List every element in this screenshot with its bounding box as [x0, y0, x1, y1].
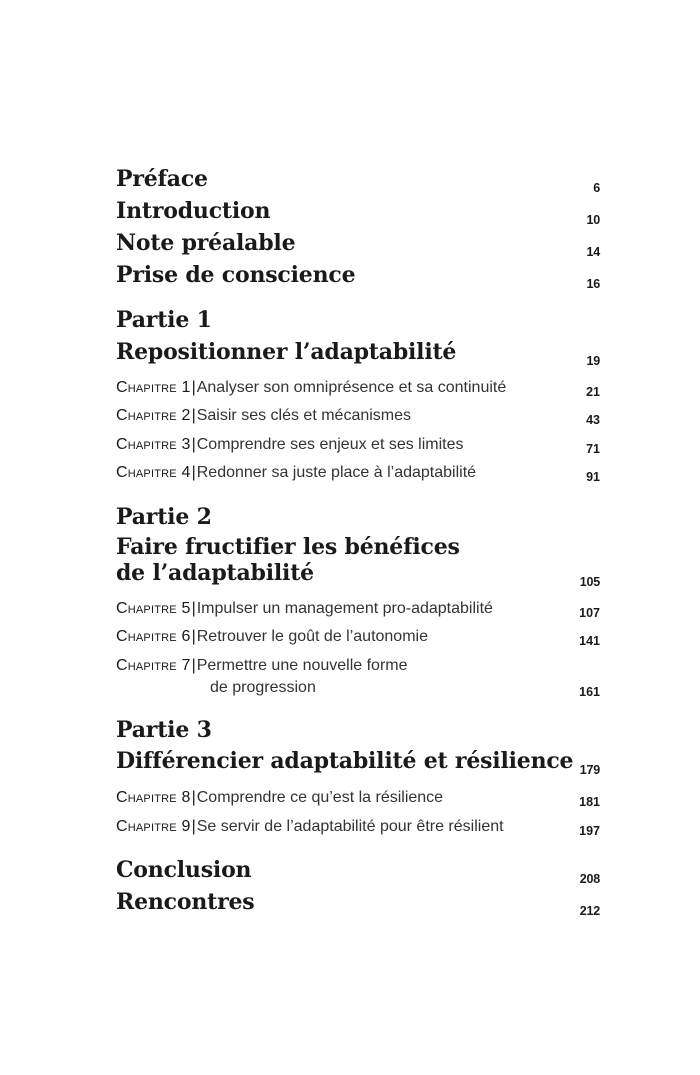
chapter-title: de progression — [210, 679, 316, 696]
toc-entry-preface[interactable] — [116, 166, 600, 195]
toc-entry-part-1[interactable] — [116, 339, 600, 368]
page-number: 105 — [579, 575, 600, 589]
page-number: 91 — [586, 470, 600, 484]
page-number: 208 — [579, 872, 600, 886]
entry-title: Conclusion — [116, 857, 252, 883]
page-number: 197 — [579, 824, 600, 838]
toc-chapter[interactable] — [116, 598, 600, 620]
entry-title: Note préalable — [116, 230, 296, 256]
page-number: 141 — [579, 634, 600, 648]
chapter-label: Chapitre 4 — [116, 464, 191, 481]
chapter-title: Analyser son omniprésence et sa continuité — [196, 379, 507, 396]
toc-chapter-continuation[interactable] — [116, 677, 600, 699]
page-number: 43 — [586, 413, 600, 427]
toc-chapter[interactable] — [116, 626, 600, 648]
separator: | — [191, 600, 196, 617]
separator: | — [191, 436, 196, 453]
separator: | — [191, 628, 196, 645]
part-label: Partie 1 — [116, 307, 212, 333]
separator: | — [191, 407, 196, 424]
part-label: Partie 3 — [116, 717, 212, 743]
chapter-title: Comprendre ses enjeux et ses limites — [196, 436, 464, 453]
toc-chapter[interactable] — [116, 816, 600, 838]
separator: | — [191, 379, 196, 396]
toc-chapter[interactable] — [116, 787, 600, 809]
entry-title: Introduction — [116, 198, 271, 224]
toc-chapter[interactable] — [116, 434, 600, 456]
page-number: 16 — [586, 277, 600, 291]
toc-entry-note[interactable] — [116, 230, 600, 259]
chapter-title: Retrouver le goût de l’autonomie — [196, 628, 428, 645]
toc-entry-part-2-line2[interactable] — [116, 560, 600, 589]
separator: | — [191, 789, 196, 806]
toc-chapter[interactable] — [116, 405, 600, 427]
chapter-title: Comprendre ce qu’est la résilience — [196, 789, 444, 806]
entry-title: Repositionner l’adaptabilité — [116, 339, 457, 365]
page-number: 14 — [586, 245, 600, 259]
page-number: 21 — [586, 385, 600, 399]
part-label: Partie 2 — [116, 504, 212, 530]
toc-entry-part-3[interactable] — [116, 748, 600, 777]
page-number: 179 — [579, 763, 600, 777]
toc-chapter[interactable] — [116, 462, 600, 484]
toc-entry-prise[interactable] — [116, 262, 600, 291]
chapter-label: Chapitre 3 — [116, 436, 191, 453]
chapter-label: Chapitre 5 — [116, 600, 191, 617]
separator: | — [191, 464, 196, 481]
page-number: 6 — [593, 181, 600, 195]
toc-entry-rencontres[interactable] — [116, 889, 600, 918]
page-number: 212 — [579, 904, 600, 918]
entry-title: Faire fructifier les bénéfices — [116, 534, 460, 560]
page-number: 161 — [579, 685, 600, 699]
toc-chapter[interactable] — [116, 655, 600, 677]
page-number: 10 — [586, 213, 600, 227]
separator: | — [191, 818, 196, 835]
entry-title: Différencier adaptabilité et résilience — [116, 748, 574, 774]
entry-title: de l’adaptabilité — [116, 560, 314, 586]
chapter-label: Chapitre 9 — [116, 818, 191, 835]
chapter-label: Chapitre 2 — [116, 407, 191, 424]
page-number: 107 — [579, 606, 600, 620]
chapter-label: Chapitre 8 — [116, 789, 191, 806]
chapter-title: Permettre une nouvelle forme — [196, 657, 408, 674]
chapter-title: Se servir de l’adaptabilité pour être résilient — [196, 818, 504, 835]
entry-title: Préface — [116, 166, 208, 192]
entry-title: Rencontres — [116, 889, 255, 915]
page-number: 19 — [586, 354, 600, 368]
separator: | — [191, 657, 196, 674]
chapter-title: Impulser un management pro-adaptabilité — [196, 600, 493, 617]
chapter-label: Chapitre 1 — [116, 379, 191, 396]
chapter-title: Saisir ses clés et mécanismes — [196, 407, 412, 424]
toc-entry-introduction[interactable] — [116, 198, 600, 227]
page-number: 181 — [579, 795, 600, 809]
toc-entry-conclusion[interactable] — [116, 857, 600, 886]
page-number: 71 — [586, 442, 600, 456]
chapter-label: Chapitre 6 — [116, 628, 191, 645]
toc-entry-part-2-line1[interactable] — [116, 534, 600, 560]
chapter-title: Redonner sa juste place à l’adaptabilité — [196, 464, 477, 481]
chapter-label: Chapitre 7 — [116, 657, 191, 674]
entry-title: Prise de conscience — [116, 262, 356, 288]
toc-chapter[interactable] — [116, 377, 600, 399]
